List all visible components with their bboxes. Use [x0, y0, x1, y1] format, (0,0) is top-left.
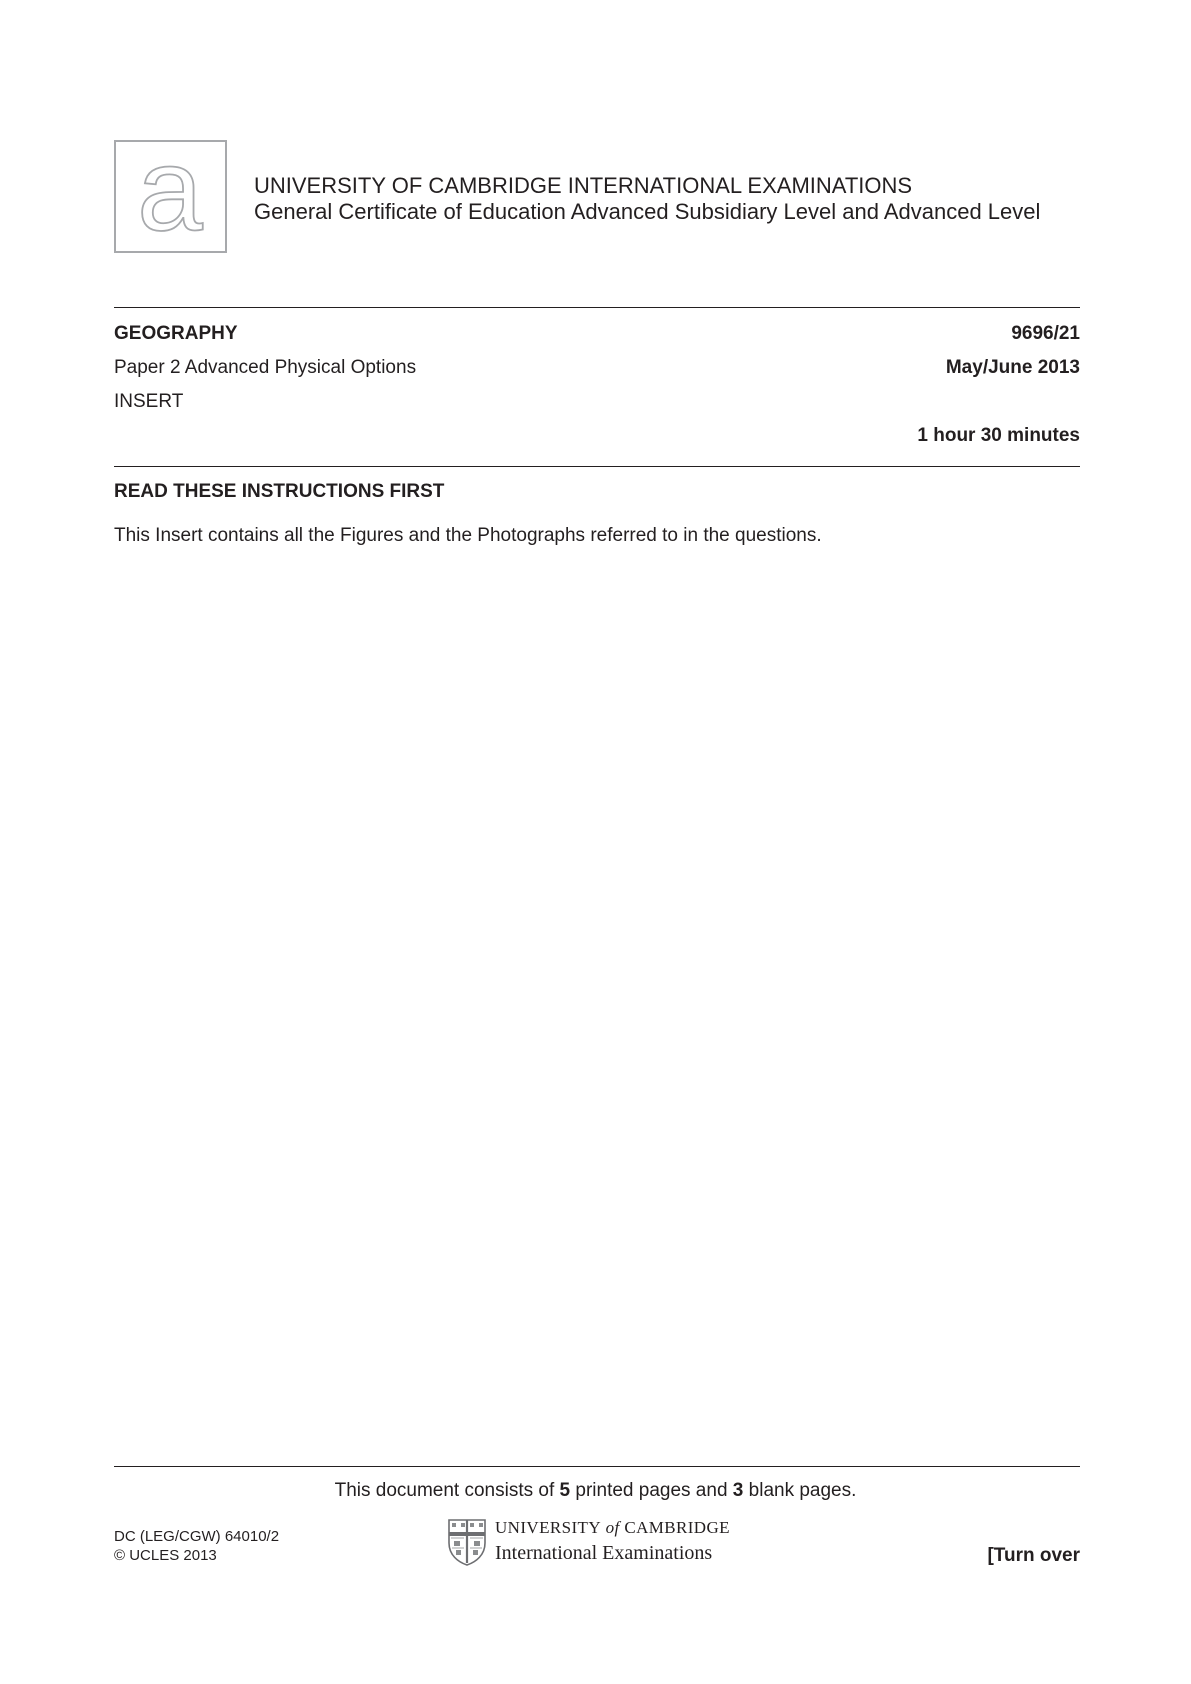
info-divider — [114, 466, 1080, 467]
document-reference: DC (LEG/CGW) 64010/2 — [114, 1528, 280, 1545]
blank-pages-count: 3 — [732, 1480, 744, 1501]
subject-title: GEOGRAPHY — [114, 323, 238, 344]
qualification-name: General Certificate of Education Advanced Subsidiary Level and Advanced Level — [254, 199, 1041, 224]
turn-over-note: [Turn over — [987, 1545, 1080, 1566]
exam-board-name: UNIVERSITY OF CAMBRIDGE INTERNATIONAL EXAMINATIONS — [254, 173, 913, 198]
instructions-text: This Insert contains all the Figures and the Photographs referred to in the questions. — [114, 525, 822, 546]
page-count-note — [0, 1479, 1191, 1503]
instructions-heading: READ THESE INSTRUCTIONS FIRST — [114, 481, 445, 502]
page-count-suffix: blank pages. — [743, 1480, 857, 1501]
university-crest-icon — [446, 1517, 488, 1567]
paper-code: 9696/21 — [1011, 323, 1080, 344]
university-wordmark-line2: International Examinations — [495, 1542, 713, 1564]
footer-divider — [114, 1466, 1080, 1467]
logo-letter: a — [137, 142, 203, 251]
page-count-middle: printed pages and — [570, 1480, 733, 1501]
wordmark-university: UNIVERSITY — [495, 1518, 601, 1537]
paper-name: Paper 2 Advanced Physical Options — [114, 357, 417, 378]
header-divider — [114, 307, 1080, 308]
page-count-prefix: This document consists of — [334, 1480, 560, 1501]
exam-duration: 1 hour 30 minutes — [917, 425, 1080, 446]
printed-pages-count: 5 — [559, 1480, 571, 1501]
wordmark-cambridge: CAMBRIDGE — [624, 1518, 730, 1537]
insert-label: INSERT — [114, 391, 184, 412]
university-wordmark-line1 — [495, 1518, 730, 1538]
wordmark-of: of — [601, 1518, 625, 1537]
exam-session: May/June 2013 — [945, 357, 1080, 378]
copyright-notice: © UCLES 2013 — [114, 1547, 217, 1564]
exam-board-logo — [114, 140, 227, 253]
